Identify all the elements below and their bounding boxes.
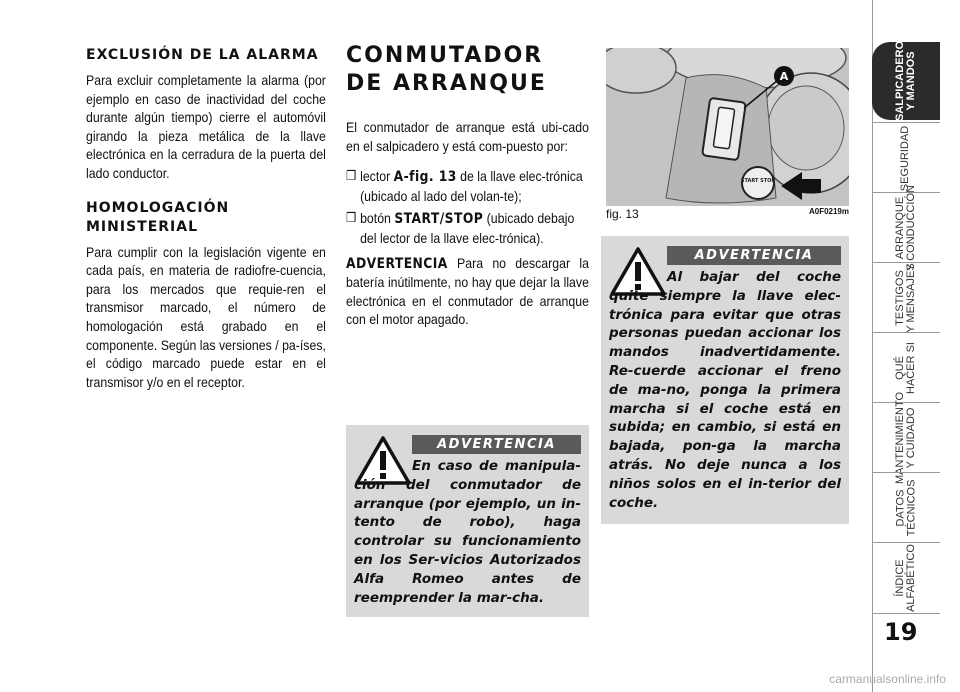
page-number: 19 <box>884 618 918 646</box>
bullet-item-reader: ❒ lector A-fig. 13 de la llave elec-trónica (ubicado al lado del volan-te); <box>346 168 583 204</box>
warning-label: ADVERTENCIA <box>667 246 841 265</box>
tab-que-hacer[interactable]: QUÉ HACER SI <box>872 332 940 403</box>
tab-arranque[interactable]: ARRANQUE Y CONDUCCIÓN <box>872 192 940 263</box>
heading-alarm-exclusion: EXCLUSIÓN DE LA ALARMA <box>86 47 319 63</box>
advertencia-lead: ADVERTENCIA <box>346 255 448 272</box>
dashboard-illustration <box>606 48 849 206</box>
middle-column <box>346 40 589 341</box>
warning-box-manipulation <box>346 425 589 617</box>
tab-testigos[interactable]: TESTIGOS Y MENSAJES <box>872 262 940 333</box>
figure-code: A0F0219m <box>808 207 849 216</box>
checkbox-bullet-icon: ❒ <box>346 210 357 226</box>
start-stop-button-text: START STOP <box>740 178 776 184</box>
start-stop-reference: START/STOP <box>394 211 484 228</box>
warning-box-leave-car <box>601 236 849 524</box>
warning-text: Al bajar del coche quite siempre la llave elec-trónica para evitar que otras personas puedan accionar los mandos inadvertidamente. Re-cuerde accionar el freno de ma-no, ponga la primera marcha si el coche está en subida; en cambio, si está en bajada, pon-ga la marcha atrás. No deje nunca a los niños solos en el in-terior del coche. <box>609 269 841 511</box>
bullet-list <box>346 167 589 247</box>
left-column <box>86 40 326 403</box>
warning-label: ADVERTENCIA <box>412 435 581 454</box>
homologation-text: Para cumplir con la legislación vigente en cada país, en materia de radiofre-cuencia, para los mercados que requie-ren el transmisor marcado, el número de homologación está grabado en el componente. Según las versiones / pa-íses, el código marcado puede estar en el transmisor y/o en el receptor. <box>86 243 326 390</box>
figure-caption: fig. 13 A0F0219m <box>606 207 849 221</box>
page-title <box>346 42 589 98</box>
heading-homologation: HOMOLOGACIÓN MINISTERIAL <box>86 199 230 235</box>
warning-text: En caso de manipula-ción del conmutador de arranque (por ejemplo, un in-tento de robo), haga controlar su funcionamiento en los Ser-vicios Autorizados Alfa Romeo antes de reemprender la mar-cha. <box>354 458 581 606</box>
tab-seguridad[interactable]: SEGURIDAD <box>872 122 940 193</box>
title-line-1: CONMUTADOR <box>346 43 544 68</box>
tab-salpicadero[interactable]: SALPICADERO Y MANDOS <box>872 42 940 120</box>
figure-13-image <box>606 48 849 206</box>
tab-indice[interactable]: ÍNDICE ALFABÉTICO <box>872 542 940 614</box>
advertencia-note: ADVERTENCIA Para no descargar la batería inútilmente, no hay que dejar la llave electrónica en el conmutador de arranque con el motor apagado. <box>346 254 589 328</box>
alarm-exclusion-text: Para excluir completamente la alarma (por ejemplo en caso de inactividad del coche durante algún tiempo) cierre el automóvil girando la pieza metálica de la llave electrónica en la cerradura de la puerta del lado conductor. <box>86 72 326 181</box>
figure-reference: A-fig. 13 <box>393 169 457 186</box>
intro-text: El conmutador de arranque está ubi-cado en el salpicadero y está com-puesto por: <box>346 119 589 154</box>
tab-mantenimiento[interactable]: MANTENIMIENTO Y CUIDADO <box>872 402 940 473</box>
bullet-item-start-stop: ❒ botón START/STOP (ubicado debajo del lector de la llave elec-trónica). <box>346 210 575 246</box>
footer-watermark: carmanualsonline.info <box>829 672 946 686</box>
tab-datos[interactable]: DATOS TÉCNICOS <box>872 472 940 543</box>
title-line-2: DE ARRANQUE <box>346 71 547 96</box>
checkbox-bullet-icon: ❒ <box>346 168 357 184</box>
figure-label-a: A <box>779 70 789 83</box>
